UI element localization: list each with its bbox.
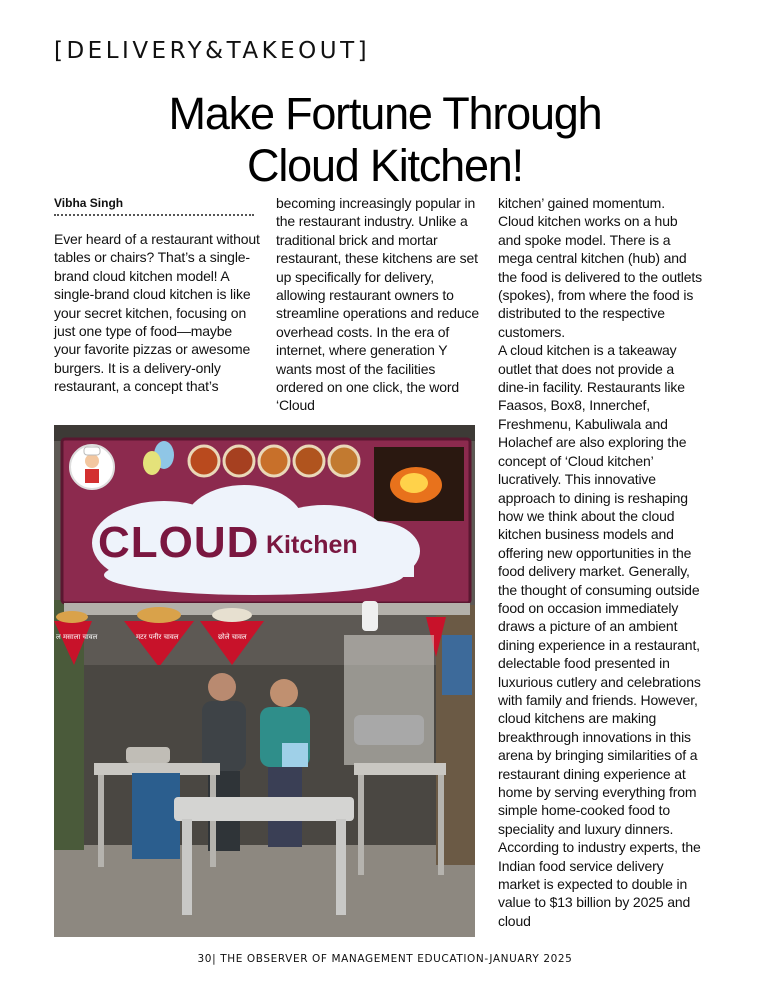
sign-word-big: CLOUD: [98, 518, 260, 567]
column-3-paragraph-1: kitchen’ gained momentum. Cloud kitchen works on a hub and spoke model. There is a mega central kitchen (hub) and the food is delivered to the outlets (spokes), from where the food is distributed to the respective customers.: [498, 195, 702, 340]
page-footer: [0, 953, 770, 965]
headline-line-1: Make Fortune Through: [168, 88, 602, 139]
column-1-text: Ever heard of a restaurant without tables or chairs? That’s a single-brand cloud kitchen model! A single-brand cloud kitchen is like your secret kitchen, focusing on just one type of food—maybe your favorite pizzas or awesome burgers. It is a delivery-only restaurant, a concept that’s: [54, 231, 260, 395]
article-column-2: [276, 194, 482, 415]
article-column-3: [498, 194, 703, 930]
sign-word-small: Kitchen: [266, 531, 358, 559]
section-tag: [DELIVERY&TAKEOUT]: [54, 38, 371, 64]
column-2-text: becoming increasingly popular in the restaurant industry. Unlike a traditional brick and mortar restaurant, these kitchens are set up specifically for delivery, allowing restaurant owners to streamline operations and reduce overhead costs. In the era of internet, where generation Y wants most of the facilities ordered on one click, the word ‘Cloud: [276, 195, 479, 414]
svg-text:ल मसाला चावल: ल मसाला चावल: [56, 633, 98, 641]
article-column-1: [54, 230, 262, 396]
page-number: 30: [197, 953, 213, 965]
byline-divider: [54, 214, 254, 216]
author-byline: Vibha Singh: [54, 196, 124, 210]
footer-separator: |: [212, 953, 217, 965]
publication-name: THE OBSERVER OF MANAGEMENT EDUCATION-JANUARY 2025: [220, 953, 573, 965]
svg-text:छोले चावल: छोले चावल: [218, 633, 247, 641]
cloud-kitchen-photo: [54, 425, 475, 937]
headline: [0, 88, 770, 192]
food-thumbnails: [189, 446, 359, 476]
svg-text:मटर पनीर चावल: मटर पनीर चावल: [136, 633, 179, 641]
headline-line-2: Cloud Kitchen!: [247, 140, 523, 191]
column-3-paragraph-2: A cloud kitchen is a takeaway outlet that does not provide a dine-in facility. Restaurants like Faasos, Box8, Innerchef, Freshmenu, Kabuliwala and Holachef are also exploring the concept of ‘Cloud kitchen’ lucratively. This innovative approach to dining is reshaping how we think about the cloud kitchen business models and offering new opportunities in the food delivery market. Generally, the thought of consuming outside food on occasion immediately draws a picture of an ambient dining experience in a restaurant, delectable food presented in luxurious cutlery and celebrations with family and friends. However, cloud kitchens are making breakthrough innovations in this arena by bringing similarities of a restaurant dining experience at home by serving everything from simple home-cooked food to speciality and luxury dinners. According to industry experts, the Indian food service delivery market is expected to double in value to $13 billion by 2025 and cloud: [498, 342, 701, 929]
